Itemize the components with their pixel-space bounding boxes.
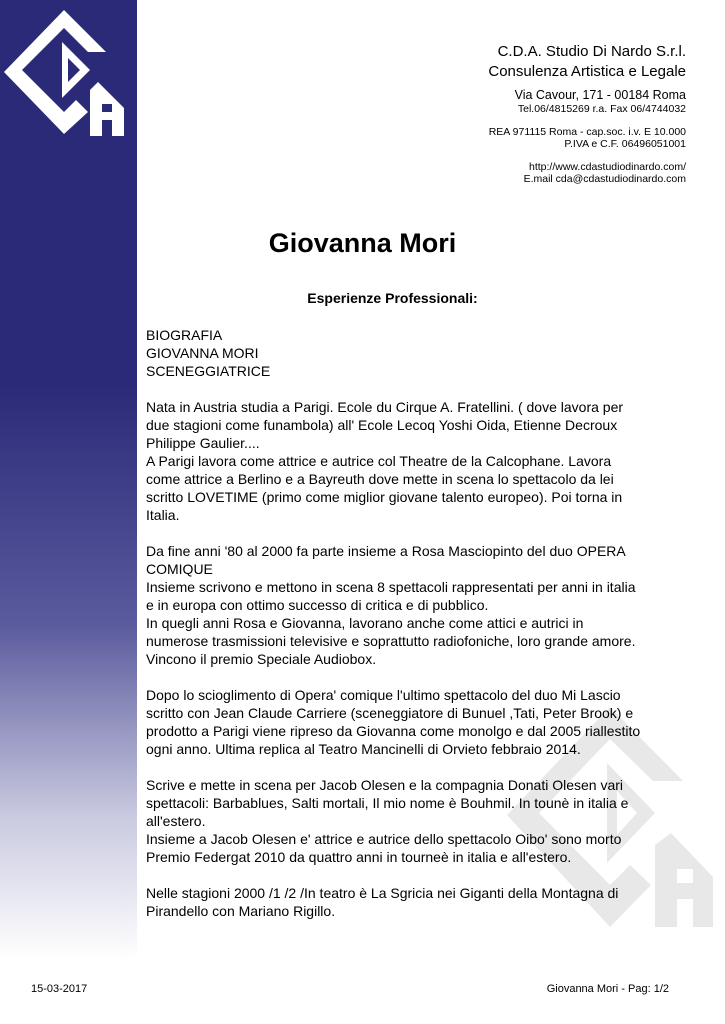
company-website[interactable]: http://www.cdastudiodinardo.com/: [529, 161, 686, 173]
company-name: C.D.A. Studio Di Nardo S.r.l.: [497, 43, 686, 60]
company-rea: REA 971115 Roma - cap.soc. i.v. E 10.000: [488, 126, 686, 138]
paragraph-block: [146, 884, 646, 920]
company-address: Via Cavour, 171 - 00184 Roma: [514, 88, 686, 102]
document-body: [146, 326, 646, 938]
company-tagline: Consulenza Artistica e Legale: [488, 63, 686, 80]
paragraph: A Parigi lavora come attrice e autrice col Theatre de la Calcophane. Lavora come attrice a Berlino e a Bayreuth dove mette in scena lo spettacolo da lei scritto LOVETIME (primo come miglior giovane talento europeo). Poi torna in Italia.: [146, 453, 623, 523]
company-piva: P.IVA e C.F. 06496051001: [564, 138, 686, 150]
company-email[interactable]: E.mail cda@cdastudiodinardo.com: [523, 173, 686, 185]
paragraph-block: [146, 776, 646, 866]
heading-block: [146, 326, 646, 380]
paragraph: Insieme scrivono e mettono in scena 8 spettacoli rappresentati per anni in italia e in europa con ottimo successo di critica e di pubblico.: [146, 579, 636, 613]
heading-line: BIOGRAFIA: [146, 327, 223, 343]
footer-date: 15-03-2017: [31, 983, 88, 995]
heading-line: SCENEGGIATRICE: [146, 363, 271, 379]
paragraph: Insieme a Jacob Olesen e' attrice e autrice dello spettacolo Oibo' sono morto Premio Federgat 2010 da quattro anni in tourneè in italia e all'estero.: [146, 831, 622, 865]
paragraph: Scrive e mette in scena per Jacob Olesen e la compagnia Donati Olesen vari spettacoli: Barbablues, Salti mortali, Il mio nome è Bouhmil. In tounè in italia e all'estero.: [146, 777, 629, 829]
sidebar-band: [0, 0, 137, 960]
cda-logo-icon: [2, 8, 126, 136]
paragraph-block: [146, 398, 646, 524]
page-title: Giovanna Mori: [268, 228, 457, 258]
paragraph: Dopo lo scioglimento di Opera' comique l'ultimo spettacolo del duo Mi Lascio scritto con Jean Claude Carriere (sceneggiatore di Bunuel ,Tati, Peter Brook) e prodotto a Parigi viene ripreso da Giovanna come monolgo e dal 2005 riallestito ogni anno. Ultima replica al Teatro Mancinelli di Orvieto febbraio 2014.: [146, 687, 641, 757]
paragraph: Nelle stagioni 2000 /1 /2 /In teatro è La Sgricia nei Giganti della Montagna di Pirandello con Mariano Rigillo.: [146, 885, 619, 919]
paragraph-block: [146, 686, 646, 758]
company-phone: Tel.06/4815269 r.a. Fax 06/4744032: [517, 103, 686, 115]
paragraph: Da fine anni '80 al 2000 fa parte insieme a Rosa Masciopinto del duo OPERA COMIQUE: [146, 543, 625, 577]
paragraph: Nata in Austria studia a Parigi. Ecole du Cirque A. Fratellini. ( dove lavora per due stagioni come funambola) all' Ecole Lecoq Yoshi Oida, Etienne Decroux Philippe Gaulier....: [146, 399, 624, 451]
company-header: [488, 42, 686, 185]
footer-page: Giovanna Mori - Pag: 1/2: [546, 983, 669, 995]
heading-line: GIOVANNA MORI: [146, 345, 259, 361]
section-subtitle: Esperienze Professionali:: [307, 290, 478, 306]
paragraph: In quegli anni Rosa e Giovanna, lavorano anche come attici e autrici in numerose trasmissioni televisive e soprattutto radiofoniche, loro grande amore. Vincono il premio Speciale Audiobox.: [146, 615, 636, 667]
paragraph-block: [146, 542, 646, 668]
